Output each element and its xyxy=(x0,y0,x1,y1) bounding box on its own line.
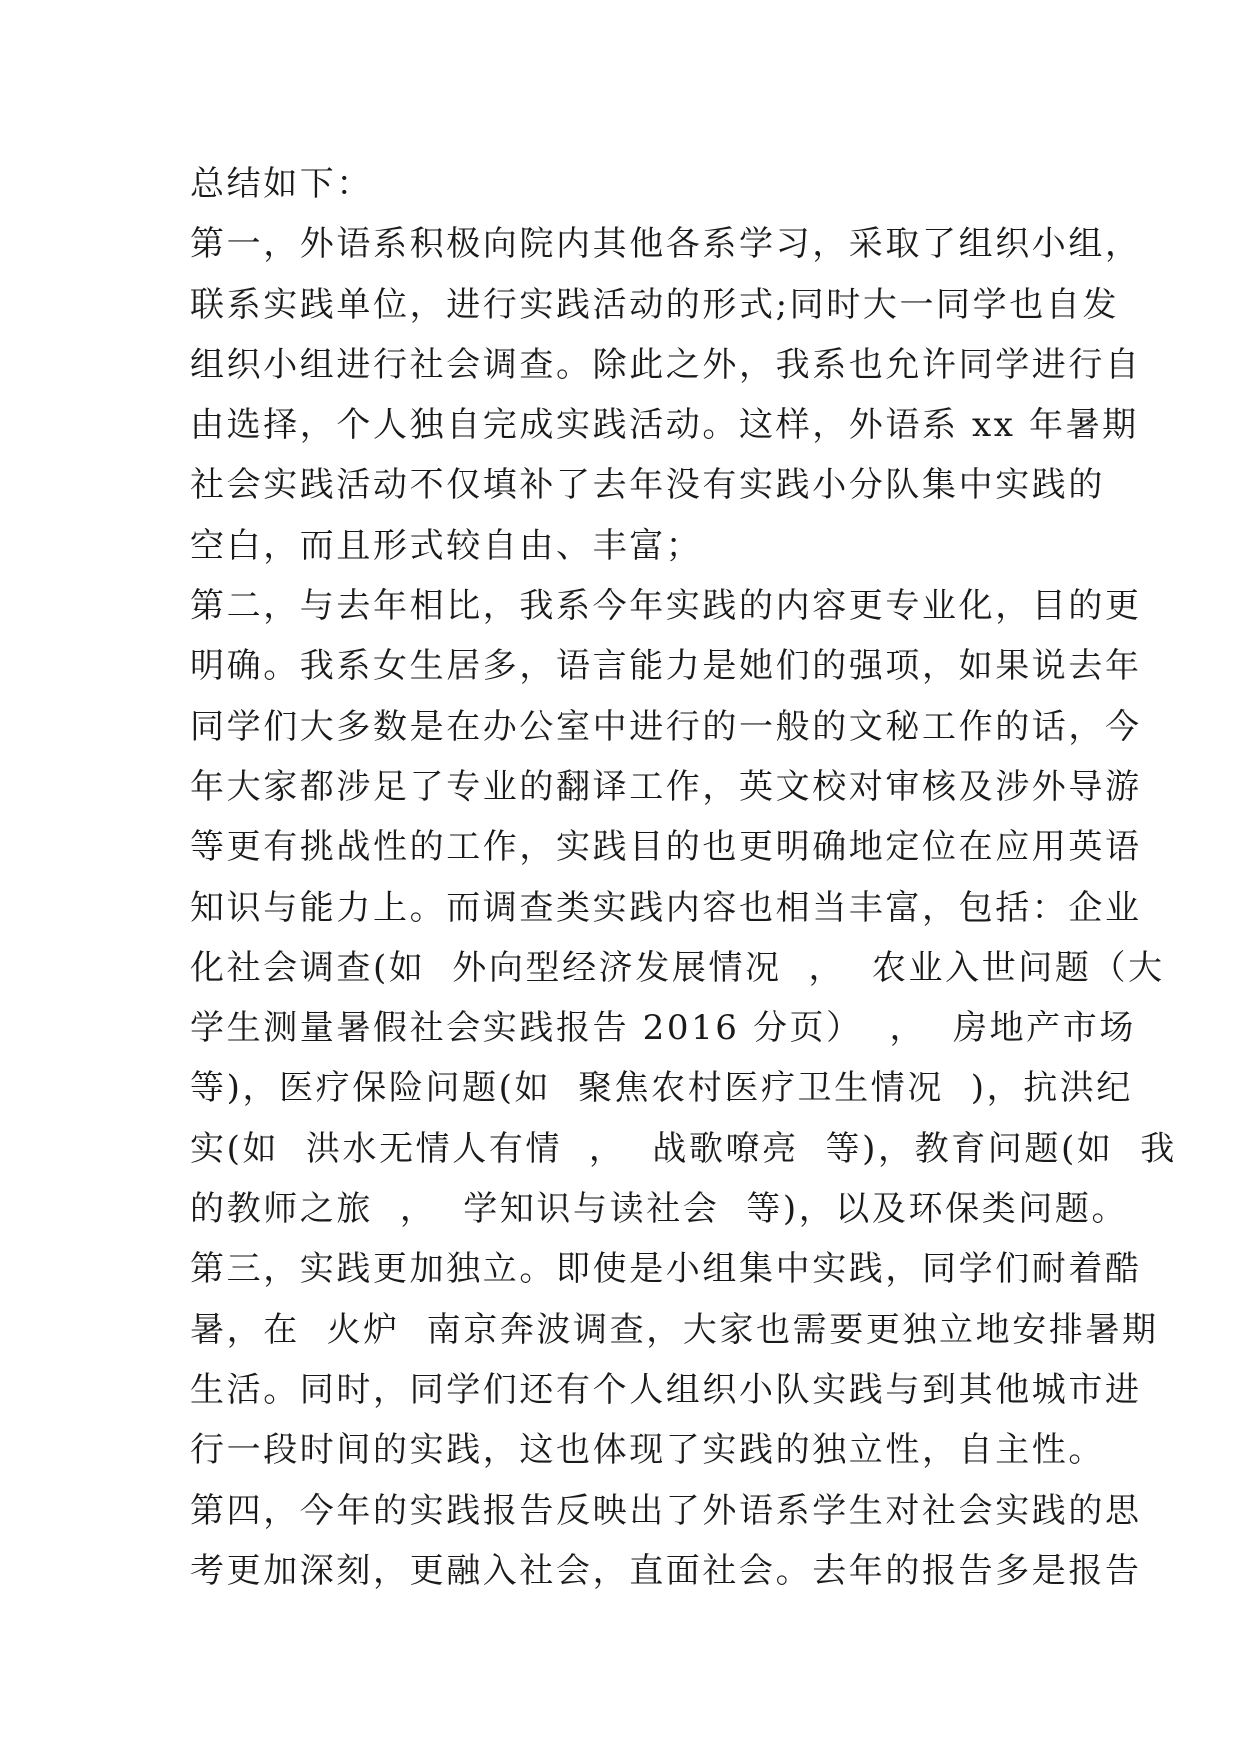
text-line: 总结如下： xyxy=(190,164,373,204)
text-line: 第一，外语系积极向院内其他各系学习，采取了组织小组， xyxy=(190,224,1142,265)
text-line: 学生测量暑假社会实践报告 2016 分页） ， 房地产市场 xyxy=(190,1008,1136,1049)
text-line: 社会实践活动不仅填补了去年没有实践小分队集中实践的 xyxy=(190,465,1105,506)
text-line: 等更有挑战性的工作，实践目的也更明确地定位在应用英语 xyxy=(190,827,1142,868)
text-line: 由选择，个人独自完成实践活动。这样，外语系 xx 年暑期 xyxy=(190,405,1139,446)
text-line: 化社会调查(如 外向型经济发展情况 ， 农业入世问题（大 xyxy=(190,947,1165,988)
text-line: 明确。我系女生居多，语言能力是她们的强项，如果说去年 xyxy=(190,646,1142,687)
text-line: 组织小组进行社会调查。除此之外，我系也允许同学进行自 xyxy=(190,344,1142,385)
text-line: 等)，医疗保险问题(如 聚焦农村医疗卫生情况 )，抗洪纪 xyxy=(190,1068,1134,1109)
text-line: 空白，而且形式较自由、丰富； xyxy=(190,525,703,566)
text-line: 知识与能力上。而调查类实践内容也相当丰富，包括：企业 xyxy=(190,887,1142,928)
text-line: 生活。同时，同学们还有个人组织小队实践与到其他城市进 xyxy=(190,1369,1142,1410)
text-line: 实(如 洪水无情人有情 ， 战歌嘹亮 等)，教育问题(如 我 xyxy=(190,1128,1177,1169)
text-line: 第二，与去年相比，我系今年实践的内容更专业化，目的更 xyxy=(190,586,1142,627)
text-line: 同学们大多数是在办公室中进行的一般的文秘工作的话，今 xyxy=(190,706,1142,747)
text-line: 第四，今年的实践报告反映出了外语系学生对社会实践的思 xyxy=(190,1490,1142,1531)
text-line: 的教师之旅 ， 学知识与读社会 等)，以及环保类问题。 xyxy=(190,1189,1129,1230)
text-line: 年大家都涉足了专业的翻译工作，英文校对审核及涉外导游 xyxy=(190,766,1142,807)
body-text xyxy=(190,154,1177,1601)
text-line: 行一段时间的实践，这也体现了实践的独立性，自主性。 xyxy=(190,1430,1105,1471)
text-line: 暑，在 火炉 南京奔波调查，大家也需要更独立地安排暑期 xyxy=(190,1309,1159,1350)
text-line: 第三，实践更加独立。即使是小组集中实践，同学们耐着酷 xyxy=(190,1249,1142,1290)
text-line: 考更加深刻，更融入社会，直面社会。去年的报告多是报告 xyxy=(190,1550,1142,1591)
text-line: 联系实践单位，进行实践活动的形式;同时大一同学也自发 xyxy=(190,284,1120,325)
